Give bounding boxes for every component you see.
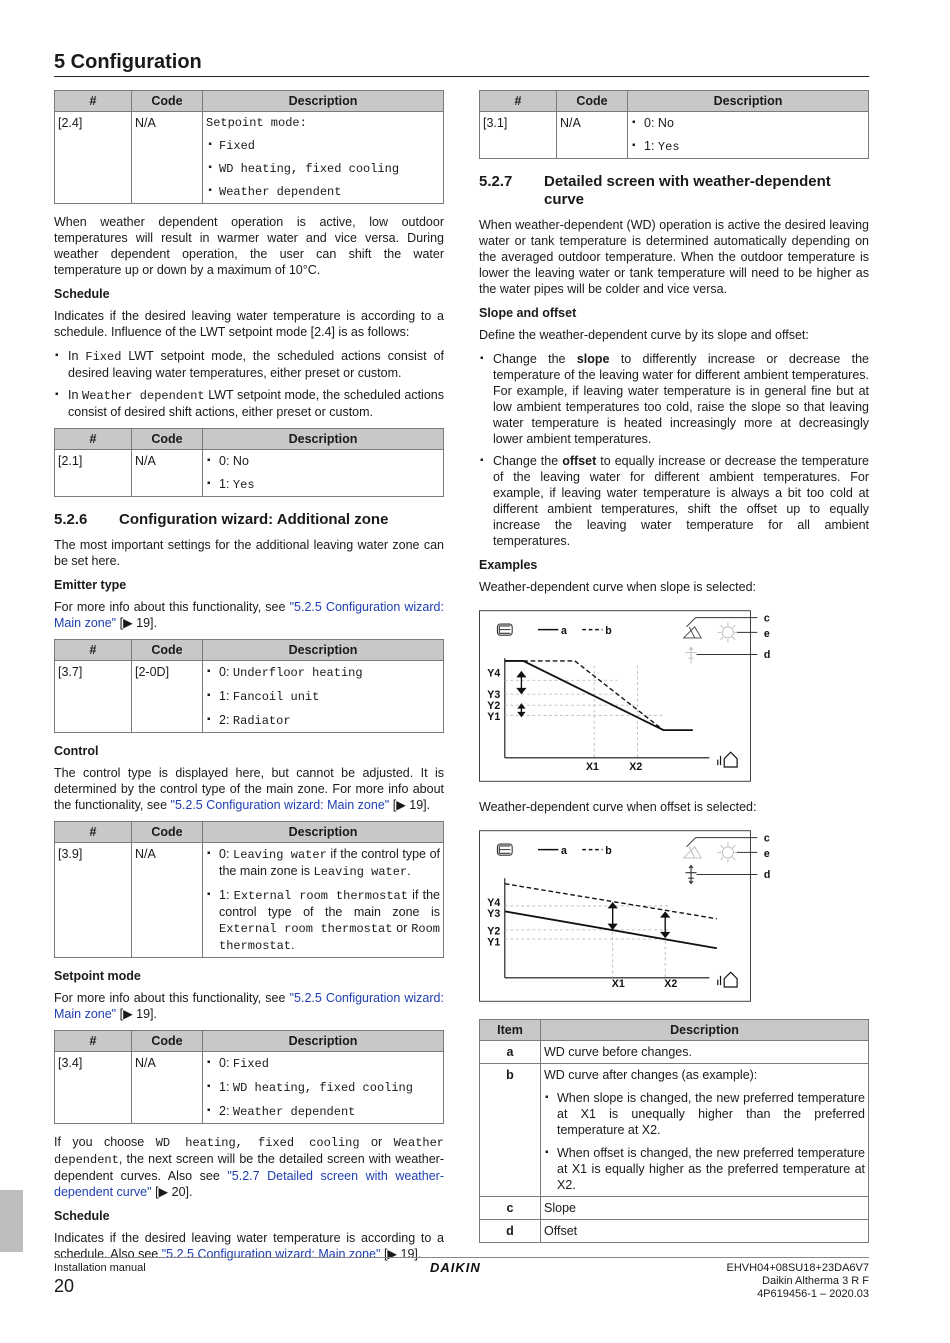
list-item: ▪ 0: No <box>206 453 440 469</box>
list-item: ▪ Change the offset to equally increase or decrease the temperature of the leaving water for different ambient temperatures. For example, if leaving water temperature is always a bit too cold at different ambient temperatures, shift the offset up to equally increase the leaving water temperature for all ambient temperatures. <box>479 453 869 549</box>
table-row <box>480 1220 869 1243</box>
th-number: # <box>55 429 132 450</box>
list-item: ▪ In Weather dependent LWT setpoint mode, the scheduled actions consist of desired shift actions, either preset or custom. <box>54 387 444 420</box>
th-description: Description <box>203 822 444 843</box>
th-number: # <box>480 91 557 112</box>
cell-item: a <box>480 1041 541 1064</box>
label-y1: Y1 <box>487 936 501 949</box>
chapter-tab <box>0 1190 23 1252</box>
label-y4: Y4 <box>487 667 501 680</box>
footer-right <box>727 1262 869 1301</box>
list-item: ▪ 0: No <box>631 115 865 131</box>
slope-curve-figure <box>479 603 774 789</box>
label-d: d <box>763 869 771 882</box>
th-description: Description <box>628 91 869 112</box>
label-c: c <box>763 612 770 625</box>
list-item: ▪ Fixed <box>206 138 440 154</box>
heading-schedule: Schedule <box>54 287 110 301</box>
link-detailed-screen[interactable]: "5.2.7 Detailed screen with weather-dependent curve" <box>54 1169 444 1199</box>
label-a: a <box>561 625 567 638</box>
caption-slope-figure: Weather-dependent curve when slope is selected: <box>479 580 757 594</box>
list-item: ▪ 0: Fixed <box>206 1055 440 1072</box>
label-x2: X2 <box>629 760 643 773</box>
list-item: ▪ 0: Leaving water if the control type of the main zone is Leaving water. <box>206 846 440 880</box>
link-main-zone[interactable]: "5.2.5 Configuration wizard: Main zone" <box>54 991 444 1021</box>
list-item: ▪ WD heating, fixed cooling <box>206 161 440 177</box>
paragraph-wd-info: When weather dependent operation is active, low outdoor temperatures will result in warmer water and vice versa. During weather dependent operation, the user can shift the water temperature up or down by a maximum of 10°C. <box>54 215 444 277</box>
label-a: a <box>561 845 567 858</box>
th-code: Code <box>132 91 203 112</box>
footer-doc-id: 4P619456-1 – 2020.03 <box>757 1288 869 1300</box>
paragraph-define-curve: Define the weather-dependent curve by its slope and offset: <box>479 328 809 342</box>
table-row <box>480 1041 869 1064</box>
footer-product: Daikin Altherma 3 R F <box>762 1275 869 1287</box>
thermometer-display-icon <box>497 624 512 635</box>
th-number: # <box>55 640 132 661</box>
right-column <box>479 90 869 1253</box>
list-item: ▪ 1: WD heating, fixed cooling <box>206 1079 440 1096</box>
cell-description <box>541 1064 869 1197</box>
th-code: Code <box>132 640 203 661</box>
caption-offset-figure: Weather-dependent curve when offset is selected: <box>479 800 757 814</box>
schedule-bullets <box>54 348 444 420</box>
table-setpoint-additional <box>54 1030 444 1124</box>
cell-id: [3.7] <box>55 661 132 733</box>
heading-slope-offset: Slope and offset <box>479 306 577 320</box>
paragraph-emitter: For more info about this functionality, see "5.2.5 Configuration wizard: Main zone" [▶ 19]. <box>54 600 444 630</box>
cell-description <box>203 112 444 204</box>
label-x2: X2 <box>664 977 678 990</box>
cell-description: Offset <box>541 1220 869 1243</box>
paragraph-wd-choice: If you choose WD heating, fixed cooling or Weather dependent, the next screen will be the detailed screen with weather-dependent curves. Also see "5.2.7 Detailed screen with weather-dependent curve" [▶ 20]. <box>54 1135 445 1199</box>
footer-left <box>54 1262 146 1297</box>
legend-b-intro: WD curve after changes (as example): <box>544 1068 758 1082</box>
cell-description <box>203 450 444 497</box>
cell-code: N/A <box>132 450 203 497</box>
label-y2: Y2 <box>487 699 501 712</box>
th-description: Description <box>203 640 444 661</box>
list-item: ▪ 1: External room thermostat if the control type of the main zone is External room thermostat or Room thermostat. <box>206 887 440 954</box>
link-main-zone[interactable]: "5.2.5 Configuration wizard: Main zone" <box>54 600 444 630</box>
table-emitter-type <box>54 639 444 733</box>
cell-code: [2-0D] <box>132 661 203 733</box>
slope-offset-bullets <box>479 351 869 549</box>
label-y2: Y2 <box>487 925 501 938</box>
heading-setpoint-mode: Setpoint mode <box>54 969 141 983</box>
label-d: d <box>763 649 771 662</box>
th-description: Description <box>203 429 444 450</box>
th-description: Description <box>203 1031 444 1052</box>
link-main-zone[interactable]: "5.2.5 Configuration wizard: Main zone" <box>161 1247 381 1261</box>
label-y3: Y3 <box>487 907 501 920</box>
cell-description: WD curve before changes. <box>541 1041 869 1064</box>
label-e: e <box>763 848 770 860</box>
heading-emitter-type: Emitter type <box>54 578 127 592</box>
list-item: ▪ Weather dependent <box>206 184 440 200</box>
left-column <box>54 90 444 1270</box>
cell-id: [2.1] <box>55 450 132 497</box>
footer-manual: Installation manual <box>54 1262 146 1274</box>
cell-description: Slope <box>541 1197 869 1220</box>
cell-code: N/A <box>132 112 203 204</box>
cell-item: d <box>480 1220 541 1243</box>
paragraph-setpoint: For more info about this functionality, see "5.2.5 Configuration wizard: Main zone" [▶ 19]. <box>54 991 444 1021</box>
paragraph-wd-operation: When weather-dependent (WD) operation is active the desired leaving water or tank temperature is determined automatically depending on the averaged outdoor temperature. When the outdoor temperature is lower the leaving water or tank temperature will need to be higher as the water pipes will be colder and vice versa. <box>479 218 869 296</box>
cell-id: [3.1] <box>480 112 557 159</box>
footer-model: EHVH04+08SU18+23DA6V7 <box>726 1262 869 1274</box>
th-number: # <box>55 1031 132 1052</box>
table-row <box>55 1052 444 1124</box>
cell-description <box>203 1052 444 1124</box>
list-item: ▪ When slope is changed, the new preferred temperature at X1 is unequally higher than the preferred temperature at X2. <box>544 1090 865 1138</box>
list-item: ▪ 1: Fancoil unit <box>206 688 440 705</box>
th-code: Code <box>557 91 628 112</box>
setpoint-intro: Setpoint mode: <box>206 116 307 130</box>
th-code: Code <box>132 1031 203 1052</box>
table-control <box>54 821 444 958</box>
table-row <box>55 112 444 204</box>
header-rule <box>54 76 869 77</box>
list-item: ▪ 2: Weather dependent <box>206 1103 440 1120</box>
cell-item: b <box>480 1064 541 1197</box>
label-c: c <box>763 832 770 845</box>
th-code: Code <box>132 429 203 450</box>
table-row <box>55 843 444 958</box>
label-b: b <box>605 845 612 858</box>
label-b: b <box>605 625 612 638</box>
label-y3: Y3 <box>487 688 501 701</box>
table-row <box>480 1197 869 1220</box>
table-schedule <box>54 428 444 497</box>
heading-control: Control <box>54 744 99 758</box>
list-item: ▪ 2: Radiator <box>206 712 440 729</box>
offset-curve-figure <box>479 823 774 1009</box>
table-row <box>55 661 444 733</box>
cell-code: N/A <box>132 1052 203 1124</box>
table-row <box>480 112 869 159</box>
table-schedule-additional <box>479 90 869 159</box>
th-number: # <box>55 822 132 843</box>
th-description: Description <box>541 1020 869 1041</box>
list-item: ▪ When offset is changed, the new preferred temperature at X1 is equally higher as the preferred temperature at X2. <box>544 1145 865 1193</box>
paragraph-schedule: Indicates if the desired leaving water temperature is according to a schedule. Influence of the LWT setpoint mode [2.4] is as follows: <box>54 309 444 339</box>
th-description: Description <box>203 91 444 112</box>
label-y4: Y4 <box>487 896 501 909</box>
thermometer-display-icon <box>497 844 512 855</box>
th-code: Code <box>132 822 203 843</box>
table-setpoint-mode <box>54 90 444 204</box>
label-y1: Y1 <box>487 710 501 723</box>
link-main-zone[interactable]: "5.2.5 Configuration wizard: Main zone" <box>170 798 390 812</box>
th-number: # <box>55 91 132 112</box>
heading-examples: Examples <box>479 558 538 572</box>
label-x1: X1 <box>611 977 625 990</box>
paragraph-schedule-additional: Indicates if the desired leaving water temperature is according to a schedule. Also see "5.2.5 Configuration wizard: Main zone" [▶ 19]. <box>54 1231 444 1261</box>
table-row <box>55 450 444 497</box>
section-heading-527: 5.2.7 Detailed screen with weather-dependent curve <box>479 173 831 208</box>
cell-description <box>628 112 869 159</box>
list-item: ▪ In Fixed LWT setpoint mode, the scheduled actions consist of desired leaving water temperatures, either preset or custom. <box>54 348 444 381</box>
cell-code: N/A <box>132 843 203 958</box>
paragraph-control: The control type is displayed here, but cannot be adjusted. It is determined by the control type of the main zone. For more info about the functionality, see "5.2.5 Configuration wizard: Main zone" [▶ 19]. <box>54 766 444 812</box>
list-item: ▪ 0: Underfloor heating <box>206 664 440 681</box>
table-figure-legend <box>479 1019 869 1243</box>
list-item: ▪ 1: Yes <box>631 138 865 155</box>
section-heading-526: 5.2.6 Configuration wizard: Additional zone <box>54 511 389 528</box>
page-title: 5 Configuration <box>54 51 202 73</box>
table-row <box>480 1064 869 1197</box>
paragraph-additional-zone: The most important settings for the additional leaving water zone can be set here. <box>54 538 444 568</box>
cell-description <box>203 661 444 733</box>
list-item: ▪ 1: Yes <box>206 476 440 493</box>
label-x1: X1 <box>585 760 599 773</box>
th-item: Item <box>480 1020 541 1041</box>
cell-item: c <box>480 1197 541 1220</box>
label-e: e <box>763 628 770 640</box>
cell-code: N/A <box>557 112 628 159</box>
cell-description <box>203 843 444 958</box>
heading-schedule: Schedule <box>54 1209 110 1223</box>
cell-id: [2.4] <box>55 112 132 204</box>
cell-id: [3.4] <box>55 1052 132 1124</box>
cell-id: [3.9] <box>55 843 132 958</box>
footer-rule <box>54 1257 869 1258</box>
brand-logo: DAIKIN <box>430 1260 481 1275</box>
list-item: ▪ Change the slope to differently increase or decrease the temperature of the leaving water for different ambient temperatures. For example, if leaving water temperature is in general fine but at low ambient temperatures too cold, raise the slope so that leaving water temperature is heated increasingly more at decreasingly lower ambient temperatures. <box>479 351 869 447</box>
page-number: 20 <box>54 1276 75 1296</box>
